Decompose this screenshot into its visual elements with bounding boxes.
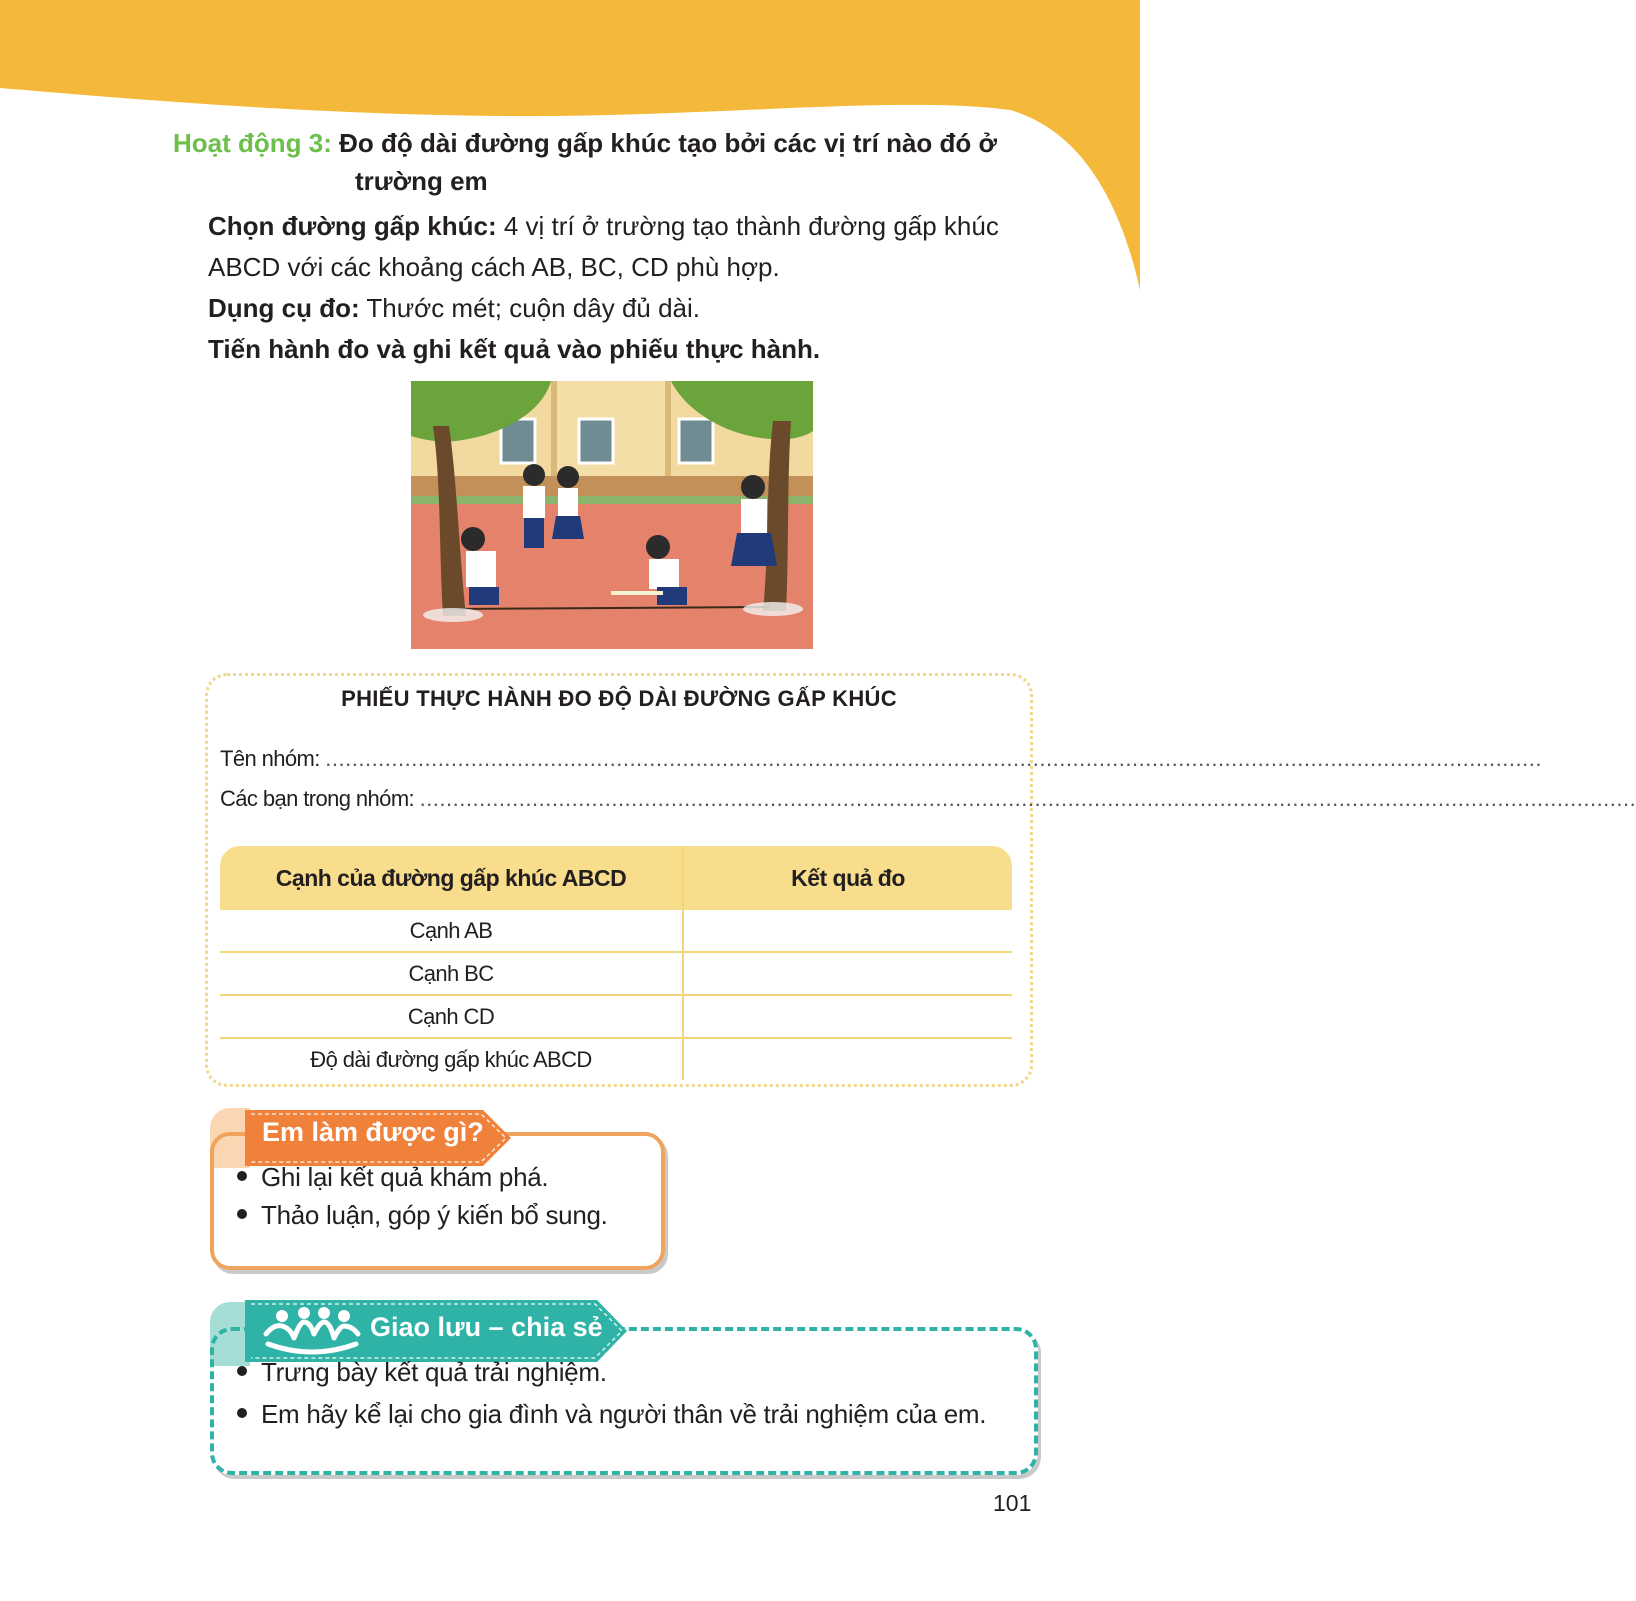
- result-cell-ab[interactable]: [683, 910, 1012, 952]
- table-row: [220, 910, 1012, 952]
- tools-label: Dụng cụ đo:: [208, 293, 360, 323]
- row-label-total: Độ dài đường gấp khúc ABCD: [220, 1038, 683, 1080]
- activity-heading: [173, 124, 1053, 200]
- table-row: [220, 1038, 1012, 1080]
- group-name-blank[interactable]: ........................................................................................................................................................................................: [325, 746, 1542, 771]
- can-do-item: [237, 1196, 608, 1234]
- members-line: [220, 786, 1636, 812]
- choose-text-1: 4 vị trí ở trường tạo thành đường gấp khúc: [496, 211, 999, 241]
- table-row: [220, 952, 1012, 995]
- share-item-text: Trưng bày kết quả trải nghiệm.: [261, 1357, 607, 1387]
- worksheet-title: PHIẾU THỰC HÀNH ĐO ĐỘ DÀI ĐƯỜNG GẤP KHÚC: [341, 686, 897, 711]
- row-label-ab: Cạnh AB: [220, 910, 683, 952]
- table-row: [220, 995, 1012, 1038]
- bullet-icon: [237, 1408, 247, 1418]
- members-blank[interactable]: ........................................................................................................................................................................................: [419, 786, 1636, 811]
- tools-text: Thước mét; cuộn dây đủ dài.: [359, 293, 701, 323]
- can-do-title: Em làm được gì?: [262, 1117, 484, 1147]
- share-item-text: Em hãy kể lại cho gia đình và người thân về trải nghiệm của em.: [261, 1399, 987, 1429]
- bullet-icon: [237, 1209, 247, 1219]
- people-group-icon: [262, 1304, 362, 1356]
- share-title: Giao lưu – chia sẻ: [370, 1312, 603, 1342]
- share-item: [237, 1395, 986, 1433]
- can-do-item-text: Ghi lại kết quả khám phá.: [261, 1162, 549, 1192]
- row-label-cd: Cạnh CD: [220, 995, 683, 1038]
- choose-paragraph-line1: [208, 206, 999, 246]
- choose-label: Chọn đường gấp khúc:: [208, 211, 497, 241]
- instruction-text: Tiến hành đo và ghi kết quả vào phiếu thực hành.: [208, 334, 821, 364]
- can-do-item-text: Thảo luận, góp ý kiến bổ sung.: [261, 1200, 608, 1230]
- result-cell-bc[interactable]: [683, 952, 1012, 995]
- tools-paragraph: [208, 288, 700, 328]
- activity-label: Hoạt động 3:: [173, 128, 332, 158]
- page-number: 101: [993, 1490, 1032, 1516]
- header-result: Kết quả đo: [683, 846, 1012, 910]
- activity-title-line1: Đo độ dài đường gấp khúc tạo bởi các vị trí nào đó ở: [339, 128, 997, 158]
- result-cell-cd[interactable]: [683, 995, 1012, 1038]
- measurement-table: [220, 846, 1012, 1080]
- bullet-icon: [237, 1171, 247, 1181]
- share-item: [237, 1353, 607, 1391]
- members-label: Các bạn trong nhóm:: [220, 786, 420, 811]
- group-name-line: [220, 746, 1542, 772]
- bullet-icon: [237, 1366, 247, 1376]
- activity-title-line2: trường em: [355, 166, 488, 196]
- result-cell-total[interactable]: [683, 1038, 1012, 1080]
- table-header-row: [220, 846, 1012, 910]
- row-label-bc: Cạnh BC: [220, 952, 683, 995]
- schoolyard-illustration: [411, 381, 813, 649]
- header-edge: Cạnh của đường gấp khúc ABCD: [220, 846, 683, 910]
- choose-text-2: ABCD với các khoảng cách AB, BC, CD phù hợp.: [208, 252, 780, 282]
- group-name-label: Tên nhóm:: [220, 746, 326, 771]
- can-do-item: [237, 1158, 548, 1196]
